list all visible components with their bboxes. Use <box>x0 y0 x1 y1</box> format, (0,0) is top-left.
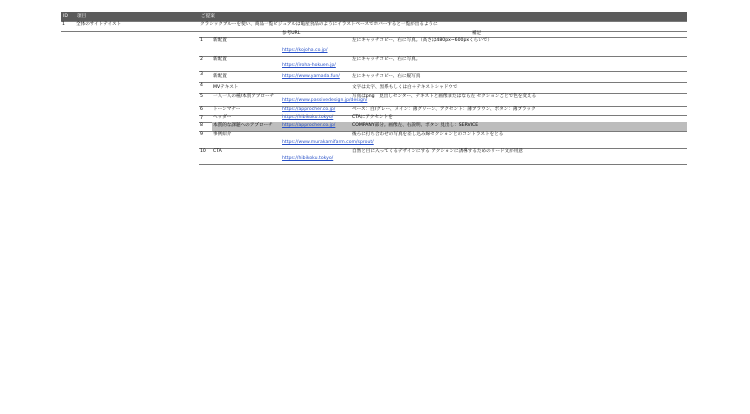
row-number: 3 <box>200 72 203 77</box>
row-label: トーンマナー <box>213 107 241 112</box>
row-number: 8 <box>200 123 203 128</box>
col-note: 補足 <box>472 31 482 36</box>
row-note: COMPANY部分。画像左、右説明、ボタン 見出し：SERVICE <box>352 123 479 128</box>
row-label: ヘッダー <box>213 115 232 120</box>
row-number: 10 <box>200 149 206 154</box>
ref-link[interactable]: https://www.murakamifarm.com/sprout/ <box>282 140 374 145</box>
ref-link[interactable]: https://kojoha.co.jp/ <box>282 48 328 53</box>
header-id: ID <box>61 12 75 21</box>
row-note: 自然と目に入ってくるデザインにする アクションに誘導するためのリード文が用意 <box>352 149 523 154</box>
row-note: 左にキャッチコピー、右に縦写真 <box>352 74 421 79</box>
row-number: 2 <box>200 57 203 62</box>
site-taste-note: クラシックブルーを使い、商品一覧ビジュアルは亀屋食品のようにイラストベースでホバーすると一覧が出るように <box>200 22 438 27</box>
row-label: 新配置 <box>213 57 227 62</box>
ref-link[interactable]: https://approcher.co.jp/ <box>282 107 336 112</box>
ref-link[interactable]: https://www.passivedesign.jp/design/ <box>282 98 368 103</box>
header-proposal: ご提案 <box>199 12 687 21</box>
row-note: CTAにアクセントを <box>352 115 393 120</box>
section-id: 1 <box>62 22 65 27</box>
row-number: 9 <box>200 132 203 137</box>
row-label: 新配置 <box>213 38 227 43</box>
section-title: 全体のサイトテイスト <box>76 22 122 27</box>
row-number: 6 <box>200 107 203 112</box>
ref-link[interactable]: https://iroha-hokuen.jp/ <box>282 63 336 68</box>
row-label: 一人一人の種/本質アプローチ <box>213 94 275 99</box>
ref-link[interactable]: https://www.yamada.fun/ <box>282 74 340 79</box>
grid-line-h <box>199 82 687 83</box>
row-label: 本質的な課題へのアプローチ <box>213 123 273 128</box>
row-note: 左にキャッチコピー、右に写真。（高さは480px~600pxくらいで） <box>352 38 493 43</box>
row-note: ベース：白/グレー、メイン：薄グリーン、アクセント：薄ブラウン、ボタン：薄ブラック <box>352 107 536 112</box>
row-number: 4 <box>200 83 203 88</box>
header-item: 項目 <box>75 12 199 21</box>
row-number: 7 <box>200 116 203 121</box>
row-note: 文字は太字、黒系もしくは白＋テキストシャドウで <box>352 85 458 90</box>
grid-line-h <box>199 71 687 72</box>
ref-link[interactable]: https://hibikoku.tokyo/ <box>282 156 334 161</box>
row-label: CTA <box>213 149 222 154</box>
ref-link[interactable]: https://approcher.co.jp/ <box>282 123 336 128</box>
row-number: 5 <box>200 94 203 99</box>
grid-line-h <box>199 164 687 165</box>
row-label: 新配置 <box>213 74 227 79</box>
row-note: 左にキャッチコピー、右に写真。 <box>352 57 421 62</box>
row-note: 後ろに打ち合わせの写真を差し込み線セクションとのコントラストをとる <box>352 132 504 137</box>
row-label: 事例紹介 <box>213 132 232 137</box>
col-ref-url: 参考URL <box>282 31 301 36</box>
ref-link[interactable]: https://hibikoku.tokyo/ <box>282 115 334 120</box>
row-number: 1 <box>200 38 203 43</box>
row-label: MVテキスト <box>213 85 239 90</box>
row-note: 写真はpng 見出しセンター、テキストと画像またはなら左 セクションごとで色を変える <box>352 94 537 99</box>
spreadsheet <box>61 12 687 401</box>
